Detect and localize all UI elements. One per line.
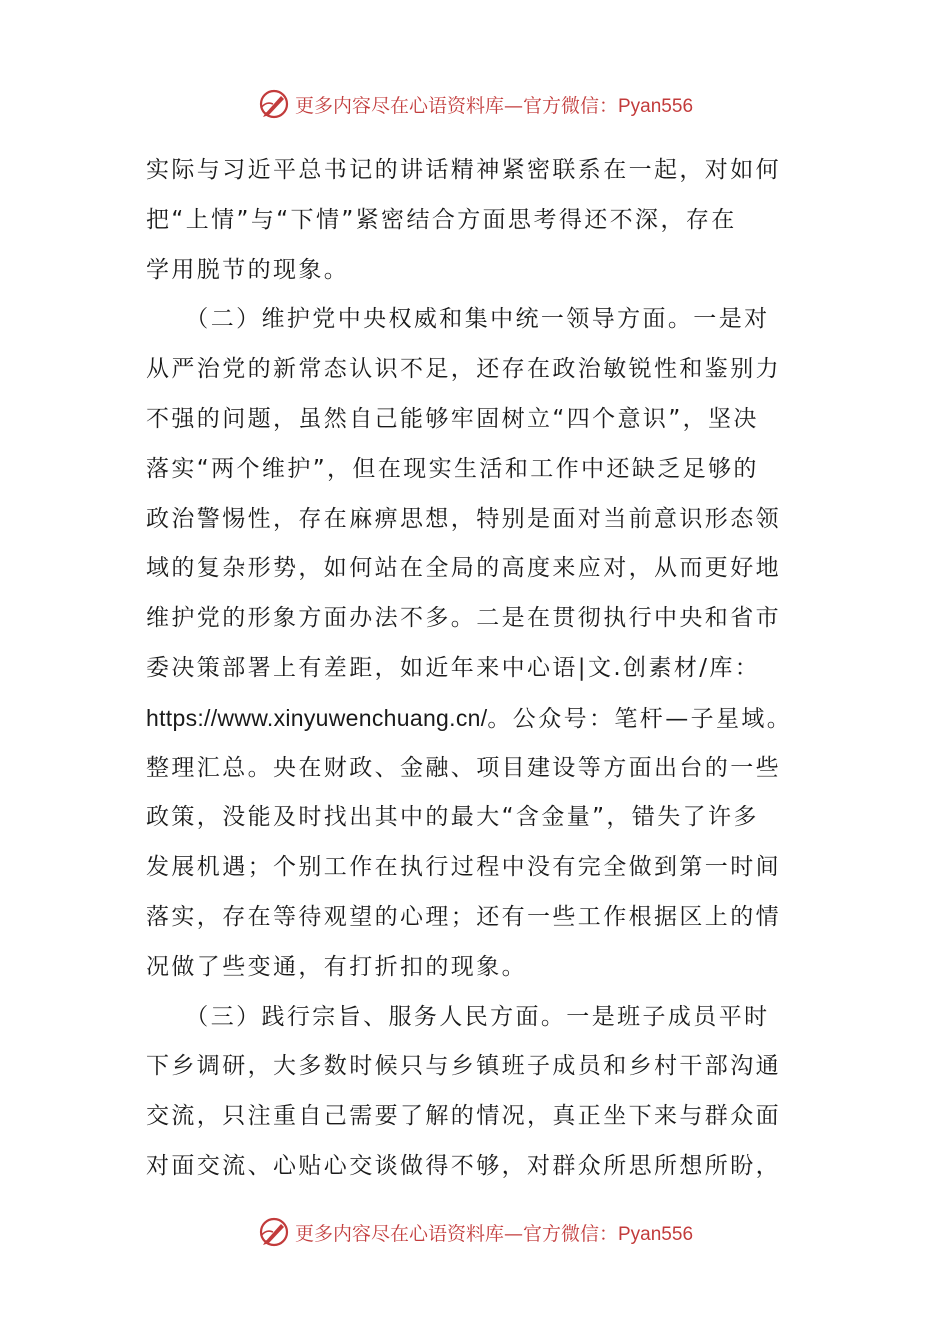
text-line: 把“上情”与“下情”紧密结合方面思考得还不深，存在 [146,206,737,233]
banner-official-label: 官方微信： [522,1222,618,1245]
banner-wechat-id: Pyan556 [618,95,694,117]
text-line: 整理汇总。央在财政、金融、项目建设等方面出台的一些 [146,754,781,781]
text-line: 维护党的形象方面办法不多。二是在贯彻执行中央和省市 [146,605,781,632]
pen-circle-logo-icon [257,87,291,121]
pen-circle-logo-icon [257,1215,291,1249]
text-line: 实际与习近平总书记的讲话精神紧密联系在一起，对如何 [146,157,781,183]
banner-dash: — [503,1222,523,1245]
banner-wechat-id: Pyan556 [618,1223,694,1245]
text-line: （二）维护党中央权威和集中统一领导方面。一是对 [146,306,770,333]
text-line: 委决策部署上有差距，如近年来中心语|文.创素材/库： [146,654,761,681]
banner-dash: — [503,94,523,117]
text-line: （三）践行宗旨、服务人民方面。一是班子成员平时 [146,1003,770,1030]
banner-site-name: 更多内容尽在心语资料库 [294,1222,504,1245]
text-line: 学用脱节的现象。 [146,256,350,283]
text-line: 落实，存在等待观望的心理；还有一些工作根据区上的情 [146,903,781,930]
text-line: 况做了些变通，有打折扣的现象。 [146,953,527,980]
text-line: 不强的问题，虽然自己能够牢固树立“四个意识”，坚决 [146,405,759,432]
text-line: 发展机遇；个别工作在执行过程中没有完全做到第一时间 [146,854,781,881]
document-body [146,146,808,1192]
text-line: 下乡调研，大多数时候只与乡镇班子成员和乡村干部沟通 [146,1053,781,1080]
banner-site-name: 更多内容尽在心语资料库 [294,94,504,117]
text-line: 域的复杂形势，如何站在全局的高度来应对，从而更好地 [146,555,781,582]
text-line: 从严治党的新常态认识不足，还存在政治敏锐性和鉴别力 [146,356,781,383]
footer-banner [0,1212,950,1252]
url-line-suffix: 。公众号：笔杆—子星域。 [487,705,793,732]
text-line: 政治警惕性，存在麻痹思想，特别是面对当前意识形态领 [146,505,781,532]
text-line: 落实“两个维护”，但在现实生活和工作中还缺乏足够的 [146,455,759,482]
website-link[interactable]: https://www.xinyuwenchuang.cn/ [146,704,488,731]
text-line: 交流，只注重自己需要了解的情况，真正坐下来与群众面 [146,1103,781,1130]
text-line: 对面交流、心贴心交谈做得不够，对群众所思所想所盼， [146,1152,781,1179]
banner-official-label: 官方微信： [522,94,618,117]
url-line [146,694,808,744]
header-banner [0,84,950,124]
banner-text [295,1219,693,1246]
banner-text [295,91,693,118]
text-line: 政策，没能及时找出其中的最大“含金量”，错失了许多 [146,804,759,831]
